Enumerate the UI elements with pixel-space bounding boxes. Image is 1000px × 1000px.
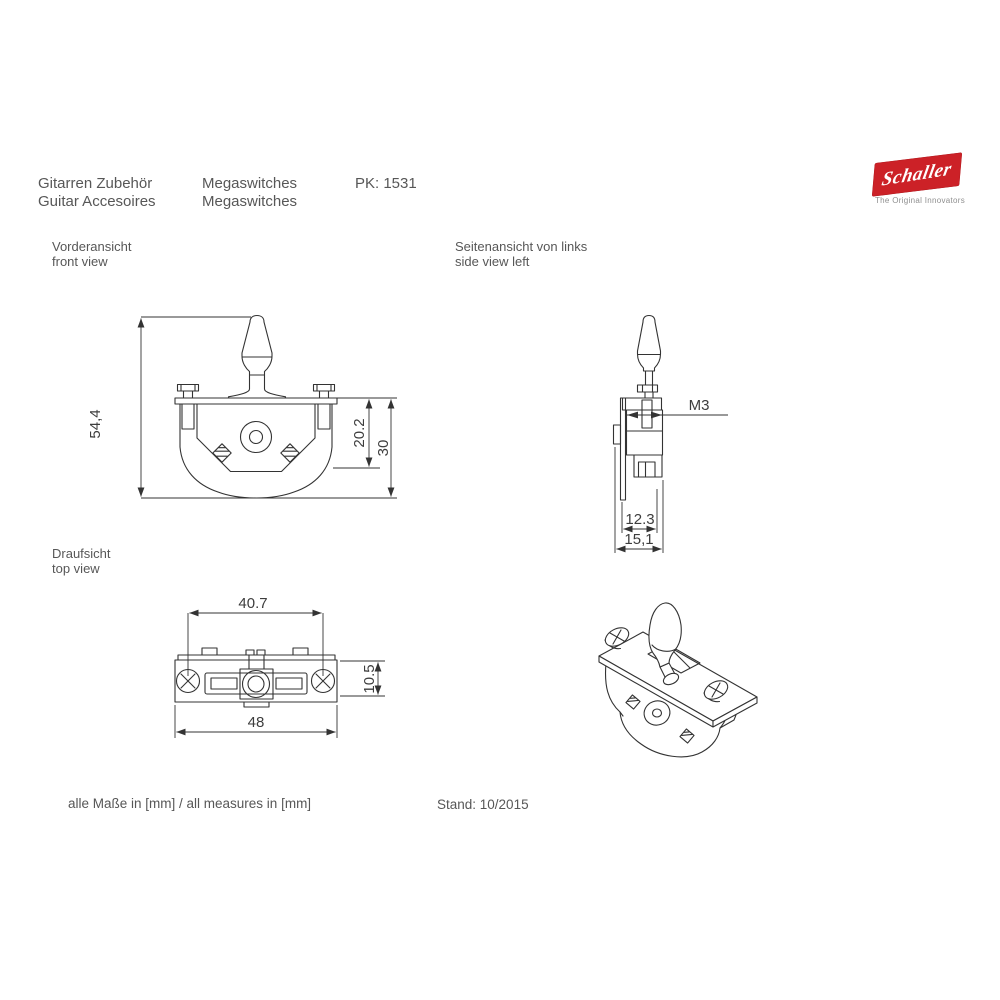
pk-number: PK: 1531 <box>355 175 417 192</box>
dim-30: 30 <box>375 439 392 457</box>
side-collar <box>638 385 658 398</box>
side-knob <box>638 316 661 386</box>
schaller-logo-tagline: The Original Innovators <box>875 196 966 205</box>
front-screw-left <box>178 385 199 430</box>
side-view-drawing <box>614 316 729 554</box>
side-threaded-shaft <box>642 400 652 428</box>
footer-units-note: alle Maße in [mm] / all measures in [mm] <box>68 796 312 811</box>
footer-revision: Stand: 10/2015 <box>437 797 529 812</box>
front-shaft-inner-circle <box>250 431 263 444</box>
front-lug-left <box>213 444 231 462</box>
top-dim-total-length <box>175 705 337 738</box>
top-view-label: Draufsicht top view <box>52 546 111 576</box>
front-lug-right <box>281 444 299 462</box>
dim-20-2: 20.2 <box>351 418 368 448</box>
isometric-view-drawing <box>599 603 757 757</box>
dim-12-3: 12.3 <box>625 511 655 528</box>
product-en: Megaswitches <box>202 193 298 210</box>
front-dim-right <box>333 398 397 497</box>
product-de: Megaswitches <box>202 175 298 192</box>
front-bracket-outline <box>180 404 332 498</box>
top-dim-hole-spacing <box>188 595 323 676</box>
top-view-drawing <box>175 595 385 738</box>
front-housing-outline <box>197 404 315 472</box>
dim-15-1: 15,1 <box>624 531 654 548</box>
side-view-label: Seitenansicht von links side view left <box>455 239 588 269</box>
front-screw-right <box>314 385 335 430</box>
front-mounting-plate <box>175 398 337 404</box>
top-mechanism <box>205 669 307 707</box>
dim-m3: M3 <box>688 397 710 414</box>
front-view-drawing <box>87 316 397 499</box>
product-line-en: Guitar Accesoires <box>38 193 156 210</box>
product-line-de: Gitarren Zubehör <box>38 175 153 192</box>
front-dim-total-height <box>87 317 397 498</box>
dim-40-7: 40.7 <box>238 595 268 612</box>
front-shaft-outer-circle <box>241 422 272 453</box>
schaller-logo-wordmark: Schaller <box>880 157 954 191</box>
dim-54-4: 54,4 <box>87 409 104 439</box>
top-dim-body-depth <box>340 661 385 696</box>
front-knob <box>229 316 286 399</box>
dim-10-5: 10.5 <box>361 664 378 694</box>
front-view-label: Vorderansicht front view <box>52 239 132 269</box>
dim-48: 48 <box>247 714 265 731</box>
